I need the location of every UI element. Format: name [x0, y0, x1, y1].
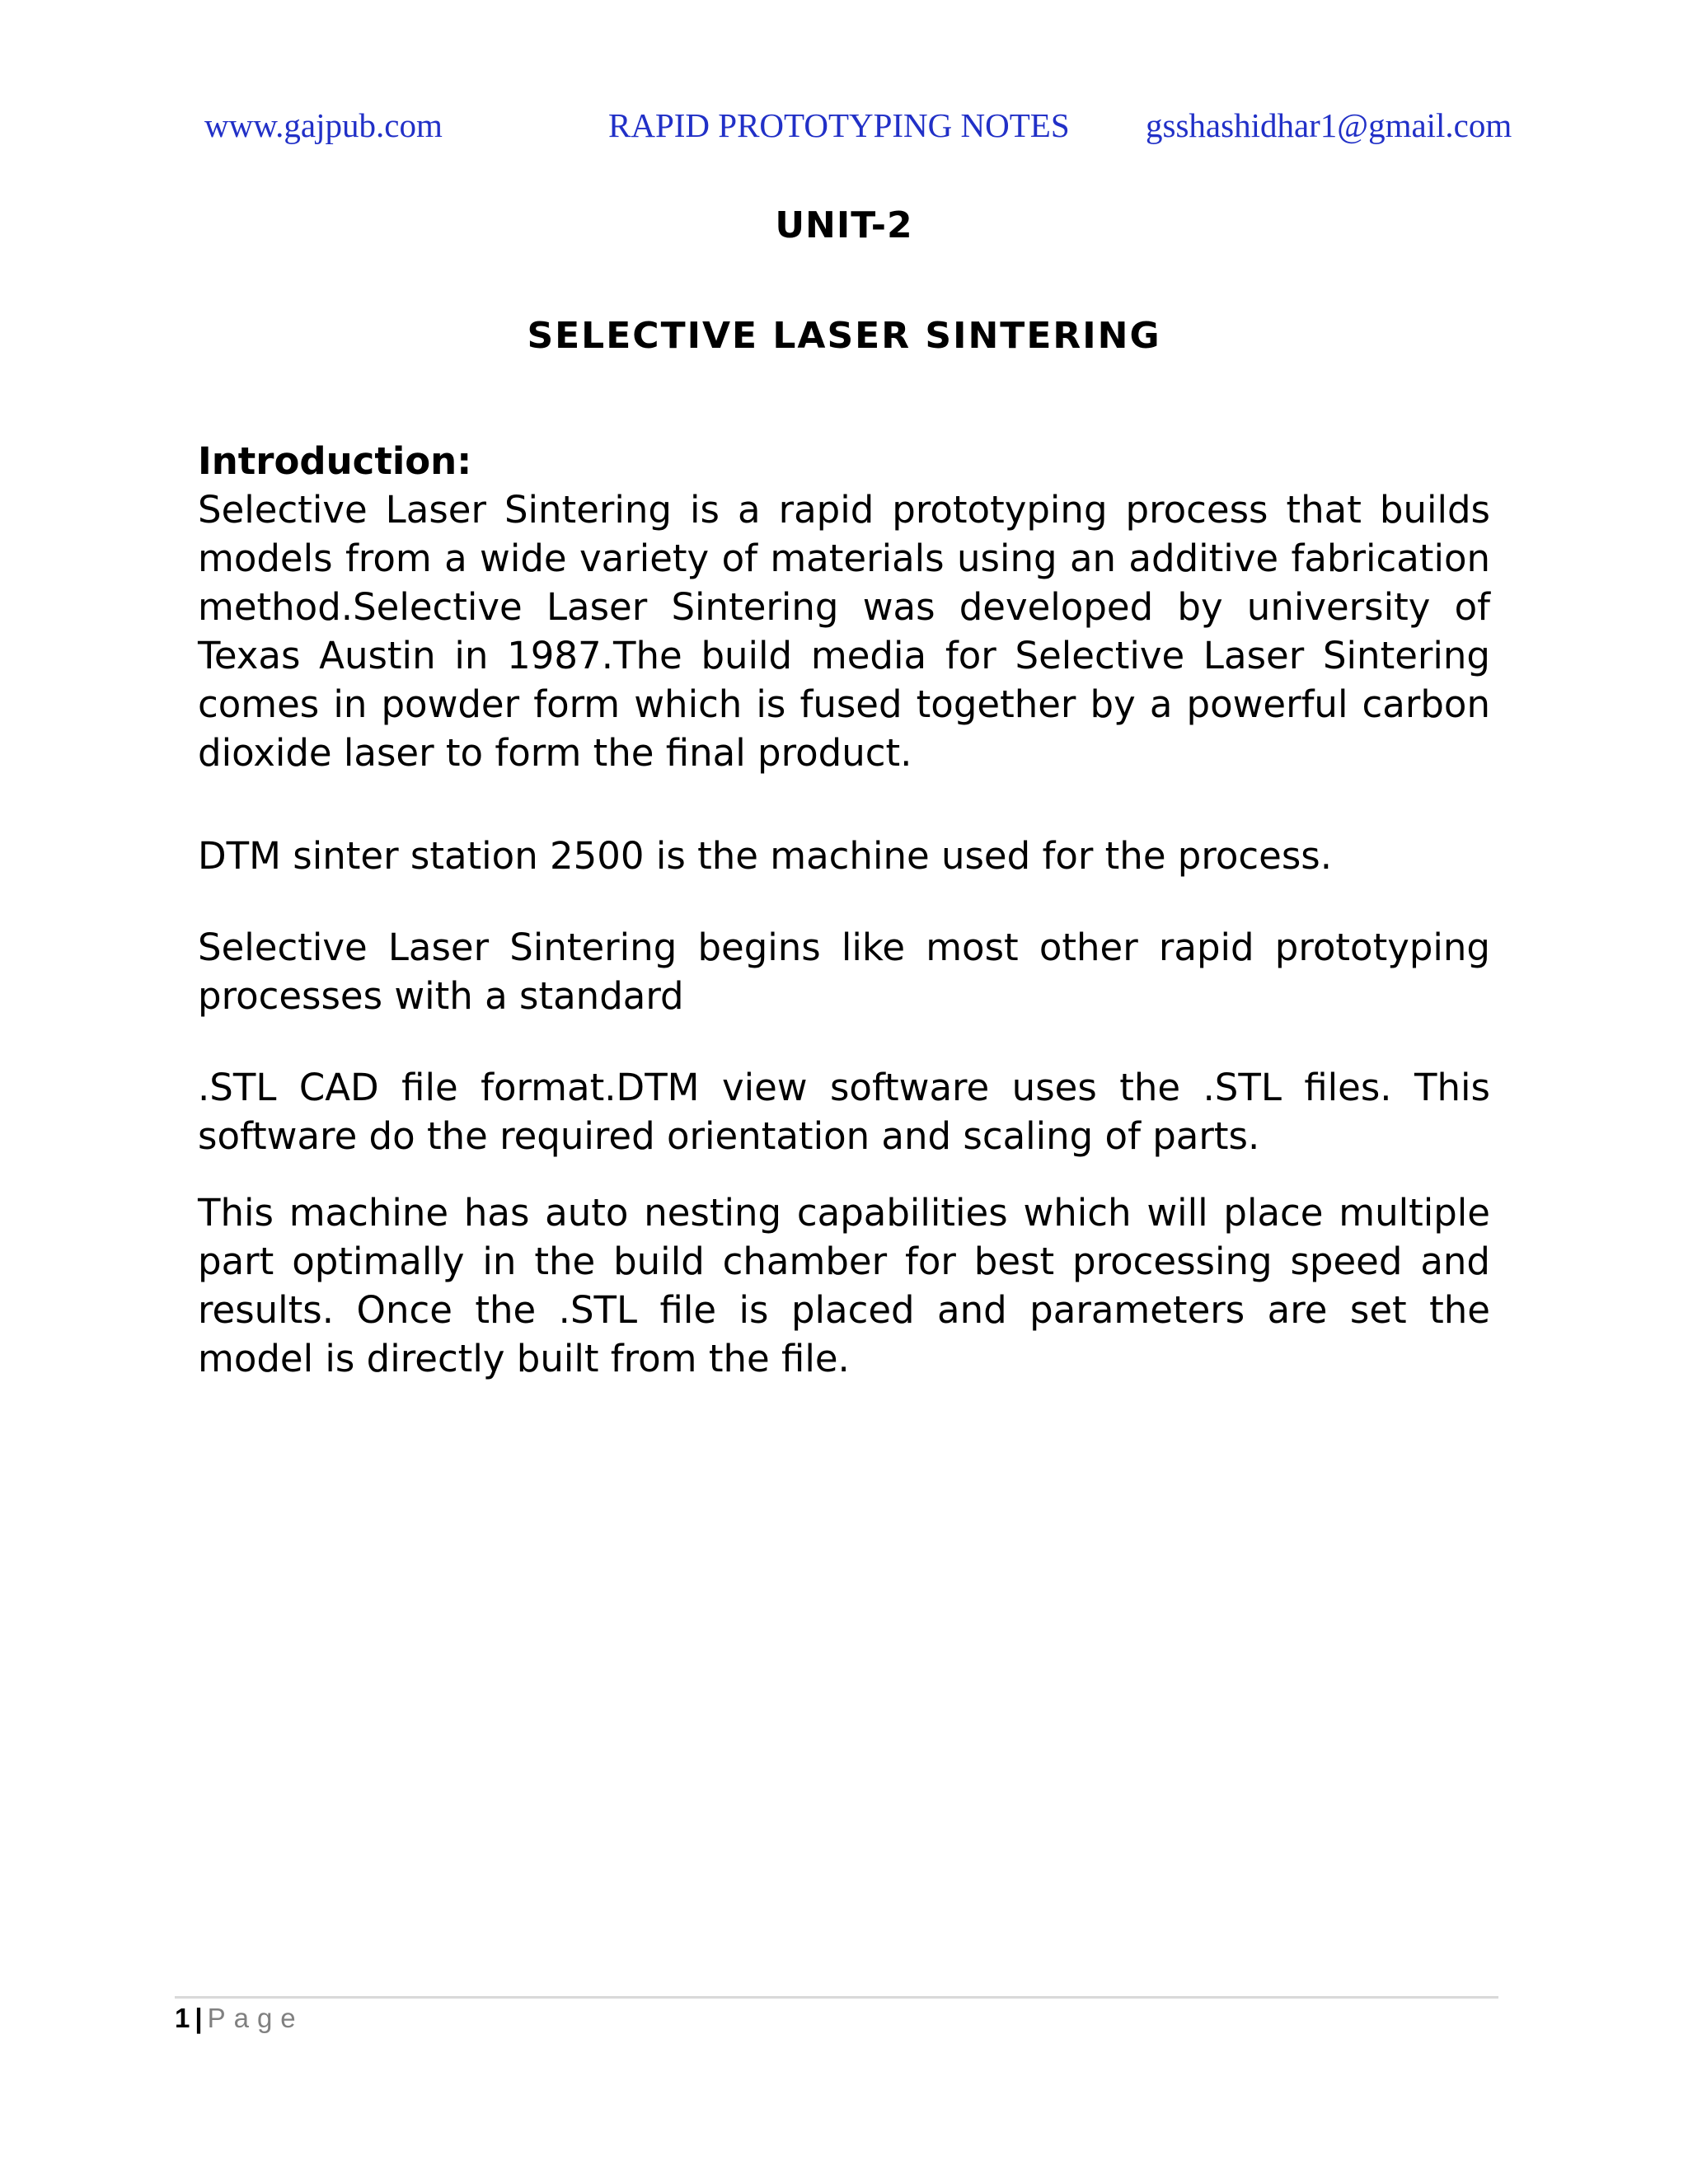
- topic-title: SELECTIVE LASER SINTERING: [527, 315, 1161, 357]
- header-email: gsshashidhar1@gmail.com: [1146, 106, 1512, 144]
- header-website: www.gajpub.com: [204, 106, 443, 144]
- paragraph-auto-nesting: This machine has auto nesting capabilities which will place multiple part optimally in the build chamber for best processing speed and results. Once the .STL file is placed and parameters are set the model is directly built from the file.: [198, 1191, 1490, 1380]
- page-footer: [175, 1998, 304, 2039]
- paragraph-intro: Selective Laser Sintering is a rapid prototyping process that builds models from a wide variety of materials using an additive fabrication method.Selective Laser Sintering was developed by university of Texas Austin in 1987.The build media for Selective Laser Sintering comes in powder form which is fused together by a powerful carbon dioxide laser to form the final product.: [198, 488, 1490, 775]
- intro-heading: Introduction:: [198, 439, 472, 483]
- paragraph-stl-format: .STL CAD file format.DTM view software uses the .STL files. This software do the required orientation and scaling of parts.: [198, 1066, 1490, 1158]
- page-label: Page: [207, 2003, 304, 2033]
- page-number: 1: [175, 2003, 190, 2033]
- header-title: RAPID PROTOTYPING NOTES: [608, 106, 1070, 144]
- document-body: [198, 437, 1490, 1383]
- footer-divider: [175, 1996, 1498, 1999]
- page-header: [0, 105, 1688, 155]
- unit-title: UNIT-2: [775, 204, 913, 246]
- paragraph-machine: DTM sinter station 2500 is the machine used for the process.: [198, 834, 1333, 878]
- paragraph-process-start: Selective Laser Sintering begins like most other rapid prototyping processes with a standard: [198, 926, 1490, 1018]
- footer-separator: |: [195, 2003, 203, 2033]
